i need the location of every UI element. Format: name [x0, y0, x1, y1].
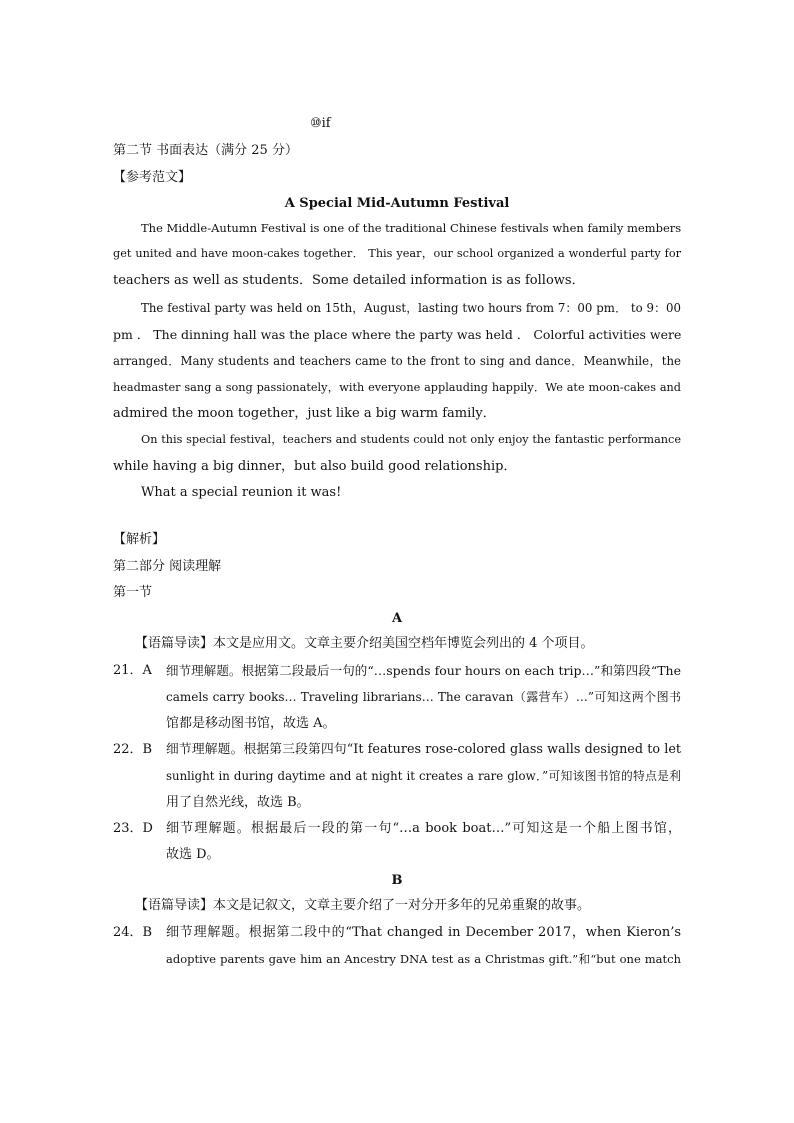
- section-two-heading: 第二节 书面表达（满分 25 分）: [113, 143, 298, 158]
- q21-line2: camels carry books… Traveling librarians… The caravan（露营车）…”可知这两个图书: [166, 690, 681, 704]
- q23-line2: 故选 D。: [166, 847, 220, 862]
- q24-number: 24．B: [113, 925, 153, 940]
- q21-line1: 细节理解题。根据第二段最后一句的“…spends four hours on each trip…”和第四段“The: [166, 663, 681, 678]
- q22-line1: 细节理解题。根据第三段第四句“It features rose-colored glass walls designed to let: [166, 742, 681, 757]
- q22-line2: sunlight in during daytime and at night it creates a rare glow．”可知该图书馆的特点是利: [166, 769, 681, 783]
- essay-p2-line3: arranged．Many students and teachers came to the front to sing and dance．Meanwhile，the: [113, 354, 681, 368]
- analysis-label: 【解析】: [113, 532, 166, 547]
- essay-p1-line3: teachers as well as students．Some detailed information is as follows．: [113, 273, 585, 288]
- essay-p1-line1: The Middle-Autumn Festival is one of the traditional Chinese festivals when family members: [141, 221, 682, 235]
- essay-p1-line2: get united and have moon-cakes together． This year，our school organized a wonderful party for: [113, 247, 681, 260]
- essay-p2-line1: The festival party was held on 15th，August，lasting two hours from 7：00 pm． to 9：00: [141, 301, 681, 315]
- q22-number: 22．B: [113, 742, 153, 757]
- essay-p3-line2: while having a big dinner，but also build good relationship．: [113, 459, 517, 474]
- passage-b-guide: 【语篇导读】本文是记叙文，文章主要介绍了一对分开多年的兄弟重聚的故事。: [135, 898, 591, 913]
- reference-essay-label: 【参考范文】: [113, 170, 192, 185]
- essay-p4: What a special reunion it was!: [141, 485, 342, 500]
- essay-title: A Special Mid-Autumn Festival: [284, 196, 510, 211]
- part-two-heading: 第二部分 阅读理解: [113, 559, 222, 574]
- q21-line3: 馆都是移动图书馆，故选 A。: [166, 716, 336, 731]
- essay-p3-line1: On this special festival，teachers and students could not only enjoy the fantastic performance: [141, 433, 681, 446]
- passage-b-letter: B: [391, 873, 403, 888]
- q24-line1: 细节理解题。根据第二段中的“That changed in December 2017，when Kieron’s: [166, 925, 681, 940]
- q22-line3: 用了自然光线，故选 B。: [166, 795, 310, 810]
- essay-p2-line2: pm ． The dinning hall was the place where the party was held ． Colorful activities were: [113, 327, 682, 342]
- answer-item-10: ⑩if: [310, 116, 331, 131]
- essay-p2-line5: admired the moon together，just like a big warm family．: [113, 406, 496, 421]
- q21-number: 21．A: [113, 663, 152, 678]
- passage-a-guide: 【语篇导读】本文是应用文。文章主要介绍美国空档年博览会列出的 4 个项目。: [135, 636, 594, 651]
- q23-line1: 细节理解题。根据最后一段的第一句“…a book boat…”可知这是一个船上图书馆，: [166, 821, 681, 836]
- section-one-heading: 第一节: [113, 585, 153, 600]
- q24-line2: adoptive parents gave him an Ancestry DNA test as a Christmas gift.”和“but one match: [166, 952, 681, 966]
- passage-a-letter: A: [391, 611, 403, 626]
- essay-p2-line4: headmaster sang a song passionately，with everyone applauding happily．We ate moon-cakes and: [113, 381, 681, 394]
- q23-number: 23．D: [113, 821, 153, 836]
